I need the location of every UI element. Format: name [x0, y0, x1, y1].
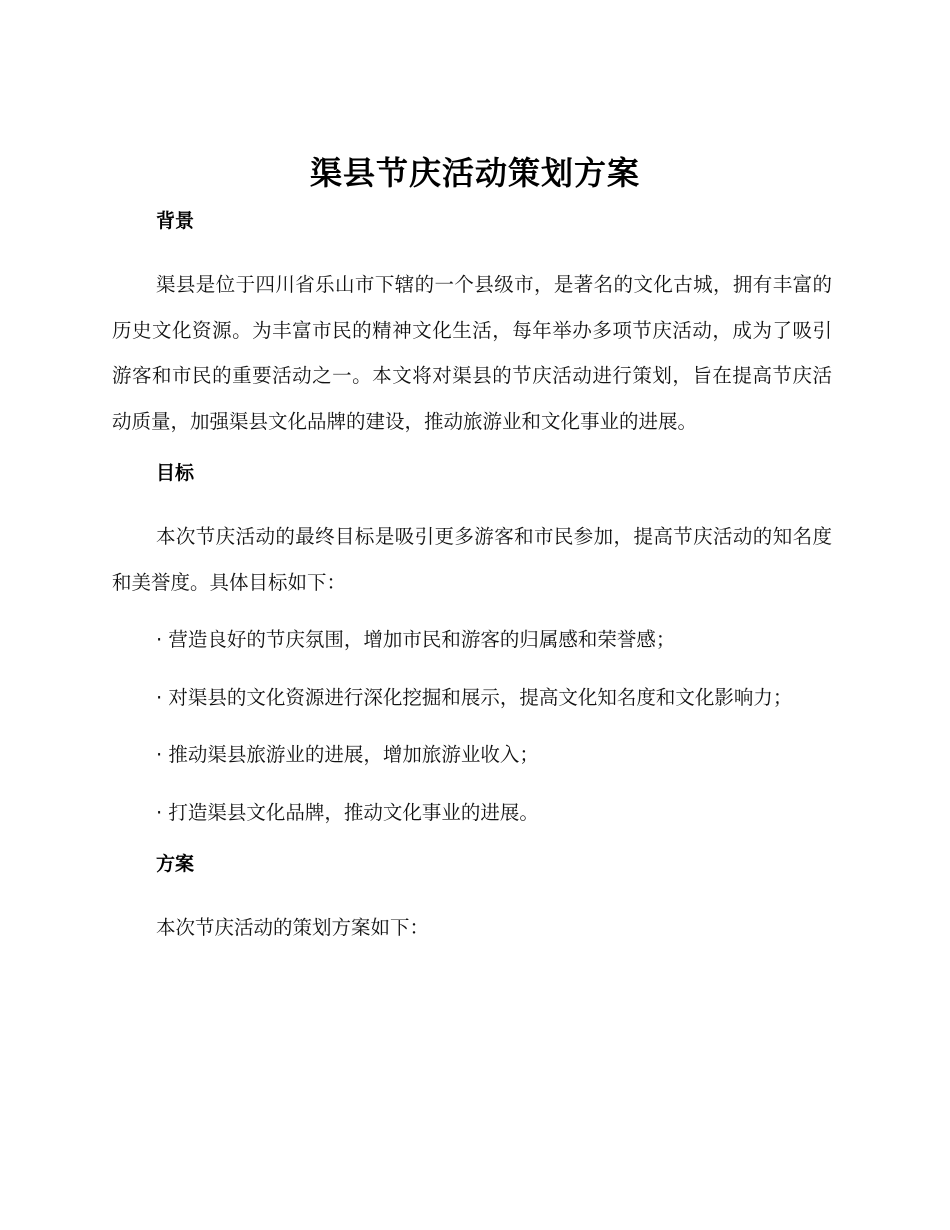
bullet-item: · 对渠县的文化资源进行深化挖掘和展示，提高文化知名度和文化影响力； [156, 685, 793, 709]
section-background [112, 204, 832, 444]
bullet-item: · 打造渠县文化品牌，推动文化事业的进展。 [156, 800, 539, 824]
paragraph: 渠县是位于四川省乐山市下辖的一个县级市，是著名的文化古城，拥有丰富的历史文化资源。为丰富市民的精神文化生活，每年举办多项节庆活动，成为了吸引游客和市民的重要活动之一。本文将对渠县的节庆活动进行策划，旨在提高节庆活动质量，加强渠县文化品牌的建设，推动旅游业和文化事业的进展。 [112, 273, 832, 433]
section-goals [112, 456, 832, 835]
paragraph: 本次节庆活动的最终目标是吸引更多游客和市民参加，提高节庆活动的知名度和美誉度。具体目标如下： [112, 525, 832, 594]
section-heading: 方案 [156, 853, 195, 875]
bullet-item: · 营造良好的节庆氛围，增加市民和游客的归属感和荣誉感； [156, 628, 676, 651]
document-title: 渠县节庆活动策划方案 [309, 154, 640, 192]
document-body [112, 204, 832, 963]
bullet-item: · 推动渠县旅游业的进展，增加旅游业收入； [156, 743, 539, 766]
section-heading: 背景 [156, 210, 195, 232]
section-plan [112, 847, 832, 951]
section-heading: 目标 [156, 462, 195, 484]
paragraph: 本次节庆活动的策划方案如下： [156, 916, 430, 939]
